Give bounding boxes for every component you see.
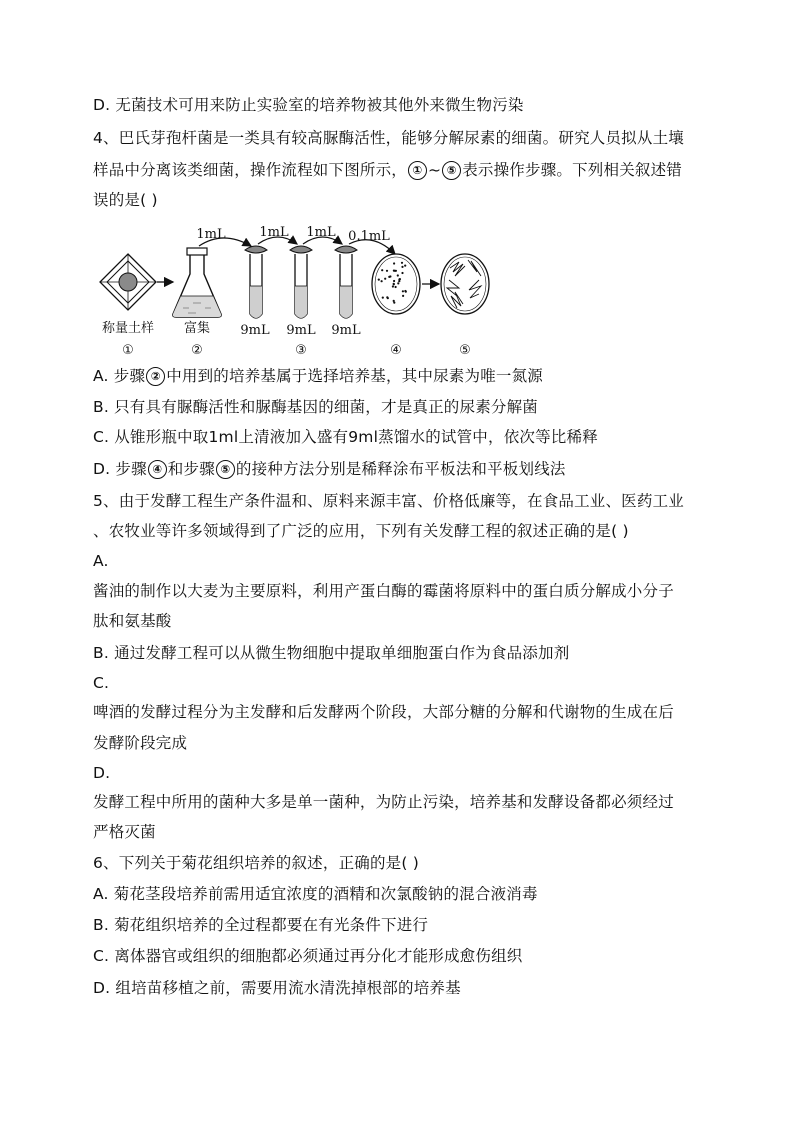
text-run: 酱油的制作以大麦为主要原料，利用产蛋白酶的霉菌将原料中的蛋白质分解成小分子 xyxy=(93,582,674,600)
test-tube-icon xyxy=(245,246,267,318)
colony-dot xyxy=(401,272,403,274)
circled-step-number: ⑤ xyxy=(216,460,235,479)
line-q6-d xyxy=(93,977,713,999)
transfer-volume-4: 0.1mL xyxy=(348,229,390,244)
line-q5-b xyxy=(93,642,713,664)
text-run: 的接种方法分别是稀释涂布平板法和平板划线法 xyxy=(235,460,566,478)
colony-dot xyxy=(401,262,403,264)
text-run: D. 无菌技术可用来防止实验室的培养物被其他外来微生物污染 xyxy=(93,96,524,114)
text-run: A. xyxy=(93,552,109,570)
colony-dot xyxy=(393,280,395,282)
colony-dot xyxy=(386,270,388,272)
line-q4-stem-1 xyxy=(93,127,713,149)
circled-step-number: ④ xyxy=(148,460,167,479)
streak-plate-icon xyxy=(441,254,489,314)
text-run: 和步骤 xyxy=(167,460,215,478)
isolation-flow-diagram xyxy=(93,216,513,362)
text-run: 6、下列关于菊花组织培养的叙述，正确的是( ) xyxy=(93,854,419,872)
line-q4-a xyxy=(93,365,713,387)
line-q5-stem-2 xyxy=(93,520,713,542)
line-q5-d-2 xyxy=(93,821,713,843)
text-run: C. xyxy=(93,674,110,692)
text-run: ~ xyxy=(428,161,442,179)
text-run: 发酵工程中所用的菌种大多是单一菌种，为防止污染，培养基和发酵设备都必须经过 xyxy=(93,793,674,811)
line-q4-d xyxy=(93,458,713,480)
text-run: B. 通过发酵工程可以从微生物细胞中提取单细胞蛋白作为食品添加剂 xyxy=(93,644,570,662)
text-run: 样品中分离该类细菌，操作流程如下图所示， xyxy=(93,161,408,179)
tube-volume-2: 9mL xyxy=(286,323,316,338)
text-run: 发酵阶段完成 xyxy=(93,734,188,752)
line-q5-c-mark xyxy=(93,672,713,694)
text-run: 表示操作步骤。下列相关叙述错 xyxy=(462,161,683,179)
text-run: A. 步骤 xyxy=(93,367,146,385)
colony-dot xyxy=(394,270,396,272)
step-marker-2: ② xyxy=(191,343,203,358)
colony-dot xyxy=(388,276,390,278)
line-q4-c xyxy=(93,426,713,448)
colony-dot xyxy=(404,290,406,292)
line-q6-c xyxy=(93,945,713,967)
text-run: A. 菊花茎段培养前需用适宜浓度的酒精和次氯酸钠的混合液消毒 xyxy=(93,885,538,903)
text-run: 中用到的培养基属于选择培养基，其中尿素为唯一氮源 xyxy=(166,367,543,385)
text-run: 严格灭菌 xyxy=(93,823,156,841)
text-run: C. 从锥形瓶中取1ml上清液加入盛有9ml蒸馏水的试管中，依次等比稀释 xyxy=(93,428,598,446)
colony-dot xyxy=(384,278,386,280)
text-run: D. 步骤 xyxy=(93,460,147,478)
colony-dot xyxy=(398,280,400,282)
text-run: D. xyxy=(93,764,111,782)
weighing-paper-icon xyxy=(100,254,156,310)
circled-step-number: ② xyxy=(146,367,165,386)
line-q5-c-2 xyxy=(93,732,713,754)
text-run: B. 只有具有脲酶活性和脲酶基因的细菌，才是真正的尿素分解菌 xyxy=(93,398,538,416)
spread-plate-icon xyxy=(372,254,420,314)
colony-dot xyxy=(404,265,406,267)
colony-dot xyxy=(397,274,399,276)
transfer-volume-2: 1mL xyxy=(259,225,289,240)
line-q5-stem-1 xyxy=(93,490,713,512)
line-q5-d-mark xyxy=(93,762,713,784)
line-q6-b xyxy=(93,914,713,936)
colony-dot xyxy=(392,285,394,287)
label-weigh-soil: 称量土样 xyxy=(101,321,155,336)
colony-dot xyxy=(402,295,404,297)
line-q6-a xyxy=(93,883,713,905)
colony-dot xyxy=(381,280,383,282)
text-run: 啤酒的发酵过程分为主发酵和后发酵两个阶段，大部分糖的分解和代谢物的生成在后 xyxy=(93,703,674,721)
transfer-volume-3: 1mL xyxy=(306,225,336,240)
line-q5-a-2 xyxy=(93,610,713,632)
step-marker-3: ③ xyxy=(295,343,307,358)
colony-dot xyxy=(397,282,399,284)
line-q5-c-1 xyxy=(93,701,713,723)
erlenmeyer-flask-icon xyxy=(173,248,221,317)
colony-dot xyxy=(393,262,395,264)
colony-dot xyxy=(399,278,401,280)
colony-dot xyxy=(393,283,395,285)
label-enrich: 富集 xyxy=(183,321,211,336)
step-marker-4: ④ xyxy=(390,343,402,358)
line-q5-a-mark xyxy=(93,550,713,572)
text-run: B. 菊花组织培养的全过程都要在有光条件下进行 xyxy=(93,916,429,934)
circled-step-number: ⑤ xyxy=(442,161,461,180)
tube-volume-1: 9mL xyxy=(240,323,270,338)
line-q6-stem xyxy=(93,852,713,874)
test-tube-icon xyxy=(290,246,312,318)
colony-dot xyxy=(378,279,380,281)
line-q3-d xyxy=(93,94,713,116)
text-run: D. 组培苗移植之前，需要用流水清洗掉根部的培养基 xyxy=(93,979,461,997)
text-run: 肽和氨基酸 xyxy=(93,612,172,630)
text-run: 4、巴氏芽孢杆菌是一类具有较高脲酶活性，能够分解尿素的细菌。研究人员拟从土壤 xyxy=(93,129,684,147)
test-tube-icon xyxy=(335,246,357,318)
step-marker-1: ① xyxy=(122,343,134,358)
text-run: 、农牧业等许多领域得到了广泛的应用，下列有关发酵工程的叙述正确的是( ) xyxy=(93,522,629,540)
colony-dot xyxy=(381,269,383,271)
colony-dot xyxy=(393,302,395,304)
line-q5-d-1 xyxy=(93,791,713,813)
colony-dot xyxy=(401,266,403,268)
circled-step-number: ① xyxy=(408,161,427,180)
text-run: 误的是( ) xyxy=(93,191,158,209)
colony-dot xyxy=(382,297,384,299)
colony-dot xyxy=(386,296,388,298)
line-q4-stem-3 xyxy=(93,189,713,211)
line-q4-b xyxy=(93,396,713,418)
step-marker-5: ⑤ xyxy=(459,343,471,358)
transfer-volume-1: 1mL xyxy=(196,227,226,242)
tube-volume-3: 9mL xyxy=(331,323,361,338)
colony-dot xyxy=(395,286,397,288)
text-run: 5、由于发酵工程生产条件温和、原料来源丰富、价格低廉等，在食品工业、医药工业 xyxy=(93,492,684,510)
colony-dot xyxy=(402,290,404,292)
line-q4-stem-2 xyxy=(93,159,713,181)
text-run: C. 离体器官或组织的细胞都必须通过再分化才能形成愈伤组织 xyxy=(93,947,523,965)
line-q5-a-1 xyxy=(93,580,713,602)
